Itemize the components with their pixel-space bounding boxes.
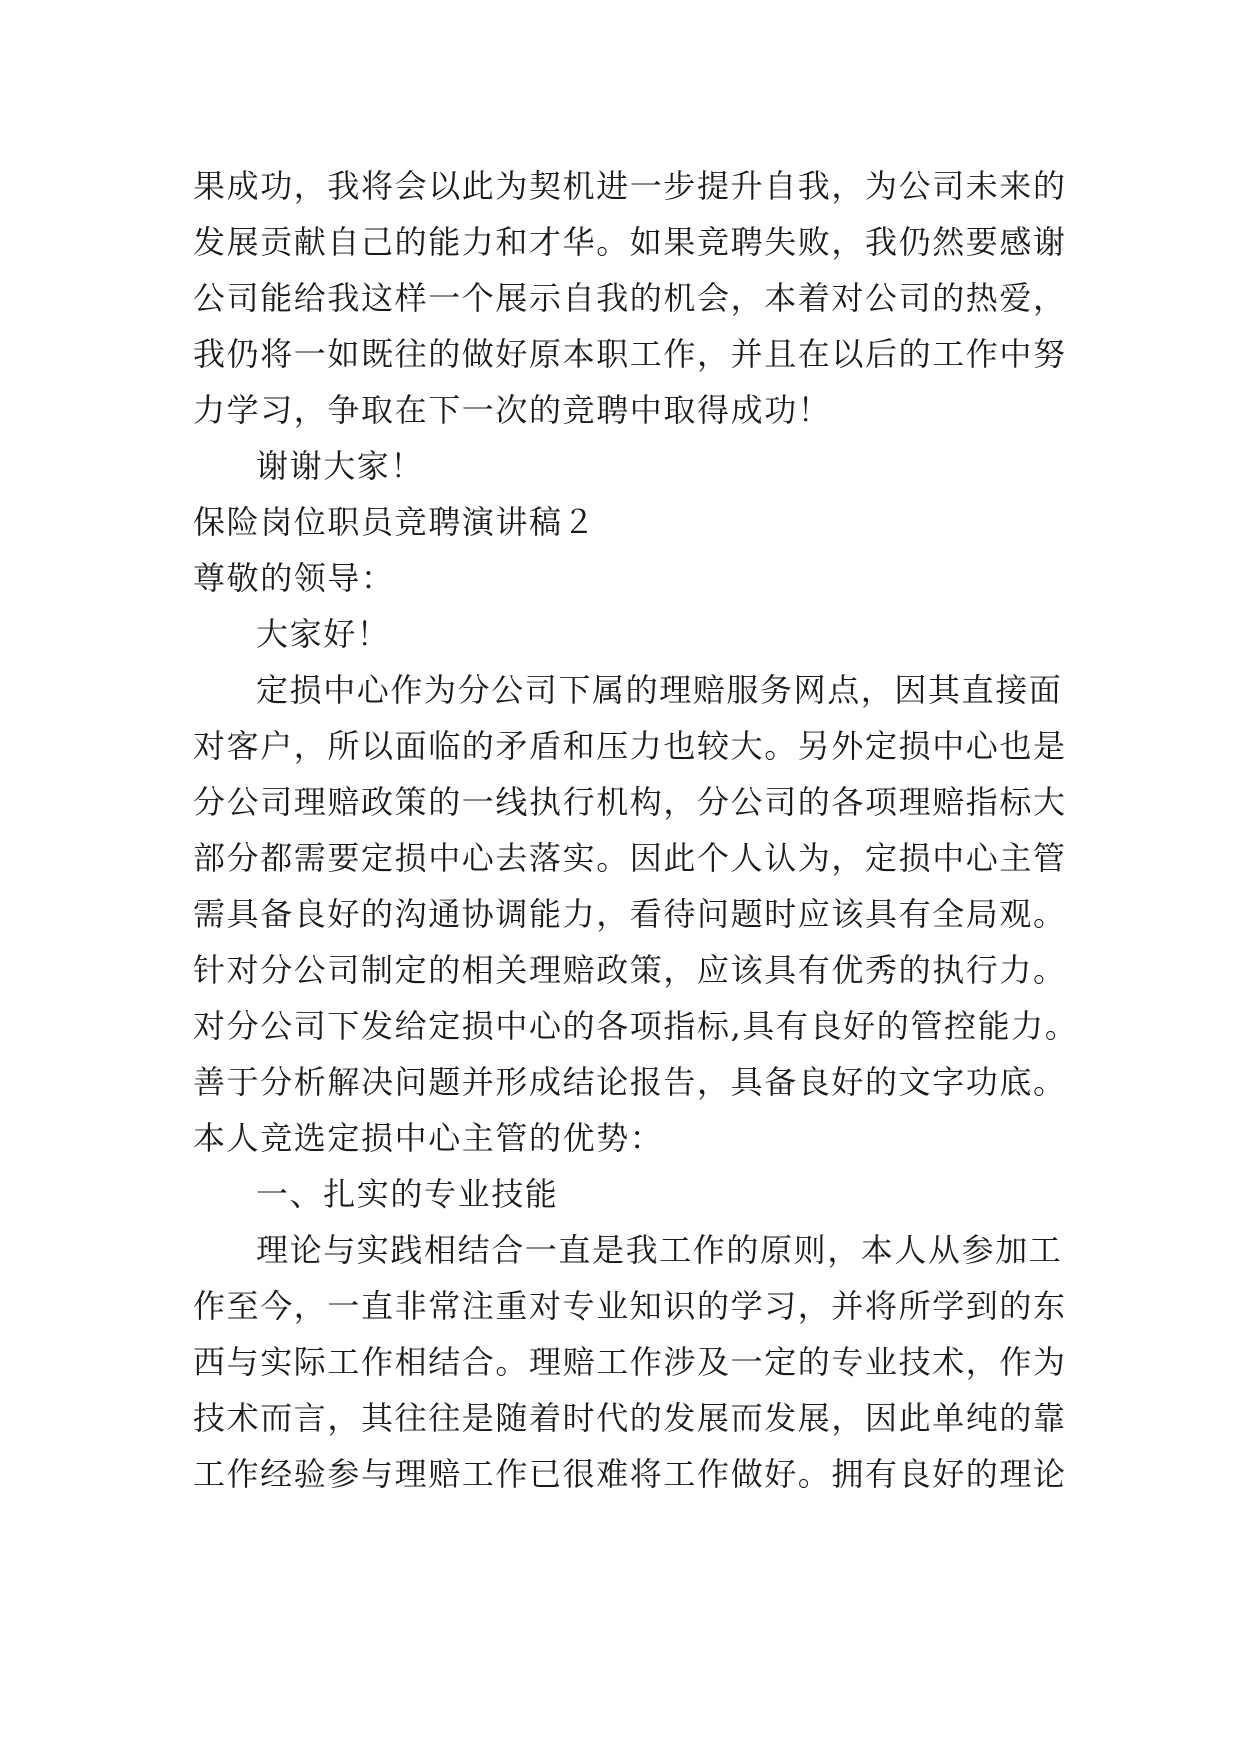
paragraph-line: 分公司理赔政策的一线执行机构，分公司的各项理赔指标大 — [193, 783, 1067, 821]
paragraph-line: 需具备良好的沟通协调能力，看待问题时应该具有全局观。 — [193, 895, 1067, 933]
paragraph-line: 果成功，我将会以此为契机进一步提升自我，为公司未来的 — [193, 167, 1067, 205]
paragraph-line: 对分公司下发给定损中心的各项指标,具有良好的管控能力。 — [193, 1007, 1079, 1045]
closing-thanks: 谢谢大家！ — [256, 447, 425, 485]
paragraph-line: 作至今，一直非常注重对专业知识的学习，并将所学到的东 — [193, 1287, 1067, 1325]
paragraph-line: 定损中心作为分公司下属的理赔服务网点，因其直接面 — [256, 671, 1063, 709]
paragraph-line: 部分都需要定损中心去落实。因此个人认为，定损中心主管 — [193, 839, 1067, 877]
paragraph-line: 善于分析解决问题并形成结论报告，具备良好的文字功底。 — [193, 1063, 1067, 1101]
salutation: 尊敬的领导： — [193, 559, 395, 597]
paragraph-line: 本人竞选定损中心主管的优势： — [193, 1119, 664, 1157]
paragraph-line: 对客户，所以面临的矛盾和压力也较大。另外定损中心也是 — [193, 727, 1067, 765]
subsection-heading: 一、扎实的专业技能 — [256, 1175, 559, 1213]
paragraph-line: 针对分公司制定的相关理赔政策，应该具有优秀的执行力。 — [193, 951, 1067, 989]
paragraph-line: 理论与实践相结合一直是我工作的原则，本人从参加工 — [256, 1231, 1063, 1269]
paragraph-line: 工作经验参与理赔工作已很难将工作做好。拥有良好的理论 — [193, 1455, 1067, 1493]
paragraph-line: 技术而言，其往往是随着时代的发展而发展，因此单纯的靠 — [193, 1399, 1067, 1437]
paragraph-line: 我仍将一如既往的做好原本职工作，并且在以后的工作中努 — [193, 335, 1067, 373]
paragraph-line: 西与实际工作相结合。理赔工作涉及一定的专业技术，作为 — [193, 1343, 1067, 1381]
paragraph-line: 力学习，争取在下一次的竞聘中取得成功！ — [193, 391, 832, 429]
paragraph-line: 发展贡献自己的能力和才华。如果竞聘失败，我仍然要感谢 — [193, 223, 1067, 261]
paragraph-line: 公司能给我这样一个展示自我的机会，本着对公司的热爱， — [193, 279, 1067, 317]
section-title: 保险岗位职员竞聘演讲稿２ — [193, 503, 597, 541]
greeting: 大家好！ — [256, 615, 391, 653]
